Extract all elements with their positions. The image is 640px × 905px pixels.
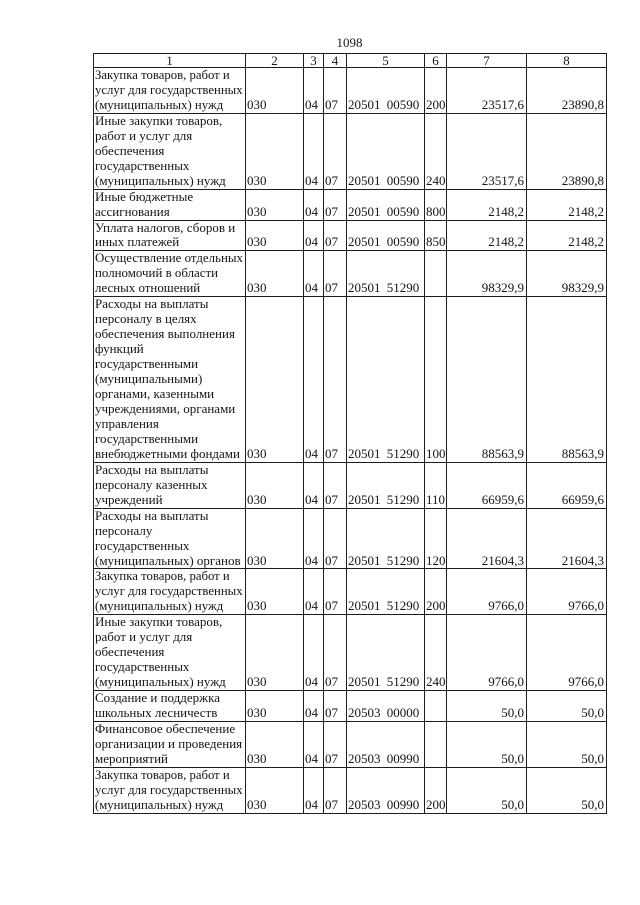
cell-value: 9766,0 [568, 674, 604, 690]
cell-value: 07 [325, 234, 338, 250]
cell-col-5 [347, 297, 425, 462]
cell-value: 23517,6 [481, 96, 524, 112]
cell-col-6 [425, 68, 447, 114]
cell-col-5 [347, 189, 425, 220]
cell-col-8 [527, 113, 607, 189]
cell-col-8 [527, 220, 607, 251]
cell-col-6 [425, 113, 447, 189]
cell-col-6 [425, 721, 447, 767]
cell-value: 20503 00000 [348, 705, 420, 721]
cell-col-5 [347, 691, 425, 722]
cell-value: 20501 00590 [348, 96, 420, 112]
cell-col-4 [324, 691, 347, 722]
cell-value: 07 [325, 598, 338, 614]
cell-value: 04 [305, 280, 318, 296]
cell-col-7 [447, 721, 527, 767]
row-label: Закупка товаров, работ и услуг для государственных (муниципальных) нужд [95, 766, 243, 812]
cell-value: 98329,9 [561, 280, 604, 296]
cell-col-7 [447, 113, 527, 189]
cell-value: 07 [325, 96, 338, 112]
cell-value: 030 [247, 280, 267, 296]
cell-col-8 [527, 691, 607, 722]
cell-value: 04 [305, 491, 318, 507]
cell-value: 07 [325, 491, 338, 507]
cell-col-5 [347, 251, 425, 297]
cell-value: 20503 00990 [348, 796, 420, 812]
cell-value: 030 [247, 598, 267, 614]
table-row [94, 615, 607, 691]
cell-col-6 [425, 189, 447, 220]
cell-col-2 [246, 189, 304, 220]
cell-col-3 [304, 220, 324, 251]
cell-value: 23517,6 [481, 172, 524, 188]
cell-value: 50,0 [501, 750, 524, 766]
header-col-6: 6 [425, 54, 447, 68]
cell-col-5 [347, 220, 425, 251]
cell-col-8 [527, 297, 607, 462]
row-label: Расходы на выплаты персоналу государственных (муниципальных) органов [95, 507, 241, 568]
cell-value: 20503 00990 [348, 750, 420, 766]
cell-value: 120 [426, 552, 446, 568]
cell-col-8 [527, 721, 607, 767]
cell-value: 50,0 [581, 796, 604, 812]
cell-col-7 [447, 615, 527, 691]
cell-col-4 [324, 767, 347, 813]
cell-value: 030 [247, 796, 267, 812]
cell-value: 9766,0 [488, 674, 524, 690]
header-col-5: 5 [347, 54, 425, 68]
cell-col-5 [347, 462, 425, 508]
row-label: Иные бюджетные ассигнования [95, 188, 194, 219]
cell-col-3 [304, 462, 324, 508]
header-col-3: 3 [304, 54, 324, 68]
cell-col-3 [304, 691, 324, 722]
cell-col-4 [324, 220, 347, 251]
cell-value: 66959,6 [561, 491, 604, 507]
cell-value: 07 [325, 445, 338, 461]
cell-col-7 [447, 508, 527, 569]
cell-col-3 [304, 68, 324, 114]
cell-col-8 [527, 615, 607, 691]
cell-value: 030 [247, 674, 267, 690]
cell-value: 200 [426, 796, 446, 812]
page-number: 1098 [336, 35, 363, 50]
header-col-8: 8 [527, 54, 607, 68]
cell-value: 04 [305, 234, 318, 250]
cell-col-2 [246, 462, 304, 508]
cell-value: 2148,2 [568, 234, 604, 250]
cell-value: 04 [305, 96, 318, 112]
cell-value: 20501 51290 [348, 552, 420, 568]
cell-col-6 [425, 251, 447, 297]
cell-col-1 [94, 767, 246, 813]
cell-col-2 [246, 113, 304, 189]
cell-value: 9766,0 [488, 598, 524, 614]
header-col-2: 2 [246, 54, 304, 68]
cell-value: 23890,8 [561, 172, 604, 188]
table-header [94, 54, 607, 68]
cell-col-1 [94, 569, 246, 615]
cell-value: 9766,0 [568, 598, 604, 614]
row-label: Осуществление отдельных полномочий в области лесных отношений [95, 250, 243, 296]
cell-value: 04 [305, 796, 318, 812]
cell-col-7 [447, 220, 527, 251]
cell-value: 88563,9 [481, 445, 524, 461]
cell-col-2 [246, 220, 304, 251]
cell-col-1 [94, 68, 246, 114]
cell-col-5 [347, 508, 425, 569]
cell-value: 07 [325, 705, 338, 721]
cell-col-4 [324, 615, 347, 691]
row-label: Финансовое обеспечение организации и проведения мероприятий [95, 720, 243, 766]
cell-value: 2148,2 [488, 203, 524, 219]
cell-col-3 [304, 569, 324, 615]
cell-col-2 [246, 721, 304, 767]
cell-col-7 [447, 691, 527, 722]
cell-col-5 [347, 615, 425, 691]
row-label: Расходы на выплаты персоналу казенных учреждений [95, 461, 209, 507]
cell-col-2 [246, 615, 304, 691]
cell-col-1 [94, 189, 246, 220]
cell-col-1 [94, 297, 246, 462]
table-row [94, 691, 607, 722]
cell-value: 20501 00590 [348, 203, 420, 219]
row-label: Закупка товаров, работ и услуг для государственных (муниципальных) нужд [95, 568, 243, 614]
cell-col-3 [304, 251, 324, 297]
cell-value: 20501 51290 [348, 280, 420, 296]
cell-col-8 [527, 189, 607, 220]
cell-value: 07 [325, 203, 338, 219]
cell-value: 20501 00590 [348, 234, 420, 250]
cell-col-2 [246, 68, 304, 114]
cell-value: 50,0 [581, 750, 604, 766]
cell-col-8 [527, 569, 607, 615]
cell-col-7 [447, 297, 527, 462]
cell-value: 50,0 [501, 705, 524, 721]
cell-col-4 [324, 508, 347, 569]
cell-value: 98329,9 [481, 280, 524, 296]
cell-col-2 [246, 569, 304, 615]
cell-col-4 [324, 721, 347, 767]
cell-value: 20501 51290 [348, 598, 420, 614]
cell-col-3 [304, 508, 324, 569]
cell-value: 110 [426, 491, 446, 507]
row-label: Уплата налогов, сборов и иных платежей [95, 219, 236, 250]
cell-value: 04 [305, 598, 318, 614]
cell-value: 04 [305, 674, 318, 690]
cell-col-1 [94, 462, 246, 508]
cell-col-3 [304, 767, 324, 813]
cell-value: 88563,9 [561, 445, 604, 461]
cell-value: 030 [247, 172, 267, 188]
cell-value: 240 [426, 674, 446, 690]
cell-col-4 [324, 113, 347, 189]
cell-value: 20501 51290 [348, 674, 420, 690]
row-label: Создание и поддержка школьных лесничеств [95, 690, 221, 721]
cell-value: 66959,6 [481, 491, 524, 507]
cell-col-2 [246, 767, 304, 813]
cell-col-6 [425, 220, 447, 251]
header-col-7: 7 [447, 54, 527, 68]
cell-value: 21604,3 [561, 552, 604, 568]
cell-col-8 [527, 462, 607, 508]
cell-col-7 [447, 767, 527, 813]
cell-value: 04 [305, 445, 318, 461]
cell-col-8 [527, 767, 607, 813]
row-label: Иные закупки товаров, работ и услуг для обеспечения государственных (муниципальных) нужд [95, 614, 226, 690]
cell-value: 07 [325, 280, 338, 296]
table-row [94, 767, 607, 813]
cell-col-4 [324, 462, 347, 508]
cell-value: 07 [325, 172, 338, 188]
cell-value: 030 [247, 445, 267, 461]
cell-value: 100 [426, 445, 446, 461]
cell-value: 030 [247, 552, 267, 568]
cell-col-5 [347, 569, 425, 615]
table-row [94, 68, 607, 114]
data-table [93, 53, 607, 814]
cell-col-1 [94, 691, 246, 722]
cell-value: 04 [305, 203, 318, 219]
table-row [94, 251, 607, 297]
cell-col-1 [94, 251, 246, 297]
header-row [94, 54, 607, 68]
cell-col-3 [304, 297, 324, 462]
cell-col-1 [94, 721, 246, 767]
cell-col-6 [425, 462, 447, 508]
table-row [94, 297, 607, 462]
table-row [94, 189, 607, 220]
table-row [94, 508, 607, 569]
cell-col-3 [304, 189, 324, 220]
cell-col-5 [347, 68, 425, 114]
cell-value: 030 [247, 491, 267, 507]
cell-value: 240 [426, 172, 446, 188]
cell-col-8 [527, 251, 607, 297]
cell-col-2 [246, 508, 304, 569]
cell-col-6 [425, 691, 447, 722]
cell-value: 21604,3 [481, 552, 524, 568]
cell-col-2 [246, 297, 304, 462]
cell-col-8 [527, 68, 607, 114]
cell-col-6 [425, 615, 447, 691]
cell-col-2 [246, 251, 304, 297]
table-row [94, 569, 607, 615]
cell-col-4 [324, 189, 347, 220]
cell-value: 2148,2 [568, 203, 604, 219]
cell-col-5 [347, 113, 425, 189]
table-body [94, 68, 607, 814]
cell-value: 04 [305, 172, 318, 188]
cell-value: 20501 51290 [348, 491, 420, 507]
table-row [94, 113, 607, 189]
cell-value: 200 [426, 598, 446, 614]
table-row [94, 462, 607, 508]
cell-col-7 [447, 251, 527, 297]
cell-col-1 [94, 113, 246, 189]
row-label: Иные закупки товаров, работ и услуг для обеспечения государственных (муниципальных) нужд [95, 112, 226, 188]
cell-col-2 [246, 691, 304, 722]
cell-col-1 [94, 508, 246, 569]
row-label: Закупка товаров, работ и услуг для государственных (муниципальных) нужд [95, 67, 243, 112]
cell-col-5 [347, 767, 425, 813]
cell-col-6 [425, 297, 447, 462]
cell-col-6 [425, 508, 447, 569]
cell-col-6 [425, 767, 447, 813]
cell-value: 50,0 [581, 705, 604, 721]
cell-value: 850 [426, 234, 446, 250]
cell-col-7 [447, 68, 527, 114]
cell-value: 030 [247, 750, 267, 766]
cell-col-6 [425, 569, 447, 615]
cell-col-3 [304, 721, 324, 767]
cell-col-7 [447, 462, 527, 508]
cell-value: 50,0 [501, 796, 524, 812]
table-row [94, 220, 607, 251]
cell-col-8 [527, 508, 607, 569]
cell-value: 800 [426, 203, 446, 219]
cell-value: 04 [305, 552, 318, 568]
cell-value: 20501 51290 [348, 445, 420, 461]
cell-col-4 [324, 297, 347, 462]
cell-col-4 [324, 251, 347, 297]
cell-value: 23890,8 [561, 96, 604, 112]
cell-value: 07 [325, 796, 338, 812]
cell-value: 2148,2 [488, 234, 524, 250]
cell-value: 200 [426, 96, 446, 112]
header-col-4: 4 [324, 54, 347, 68]
cell-col-3 [304, 615, 324, 691]
cell-value: 030 [247, 203, 267, 219]
cell-col-1 [94, 220, 246, 251]
header-col-1: 1 [94, 54, 246, 68]
table-row [94, 721, 607, 767]
cell-value: 030 [247, 96, 267, 112]
cell-value: 07 [325, 552, 338, 568]
cell-col-4 [324, 68, 347, 114]
cell-col-7 [447, 569, 527, 615]
cell-col-1 [94, 615, 246, 691]
row-label: Расходы на выплаты персоналу в целях обеспечения выполнения функций государственными (муниципальными) органами, казенными учреждениями, органами управления государственными внебюджетными фондами [95, 296, 240, 461]
cell-value: 20501 00590 [348, 172, 420, 188]
cell-col-7 [447, 189, 527, 220]
cell-col-3 [304, 113, 324, 189]
cell-value: 030 [247, 705, 267, 721]
cell-value: 04 [305, 705, 318, 721]
cell-value: 07 [325, 674, 338, 690]
cell-col-4 [324, 569, 347, 615]
cell-value: 07 [325, 750, 338, 766]
cell-value: 04 [305, 750, 318, 766]
cell-value: 030 [247, 234, 267, 250]
cell-col-5 [347, 721, 425, 767]
